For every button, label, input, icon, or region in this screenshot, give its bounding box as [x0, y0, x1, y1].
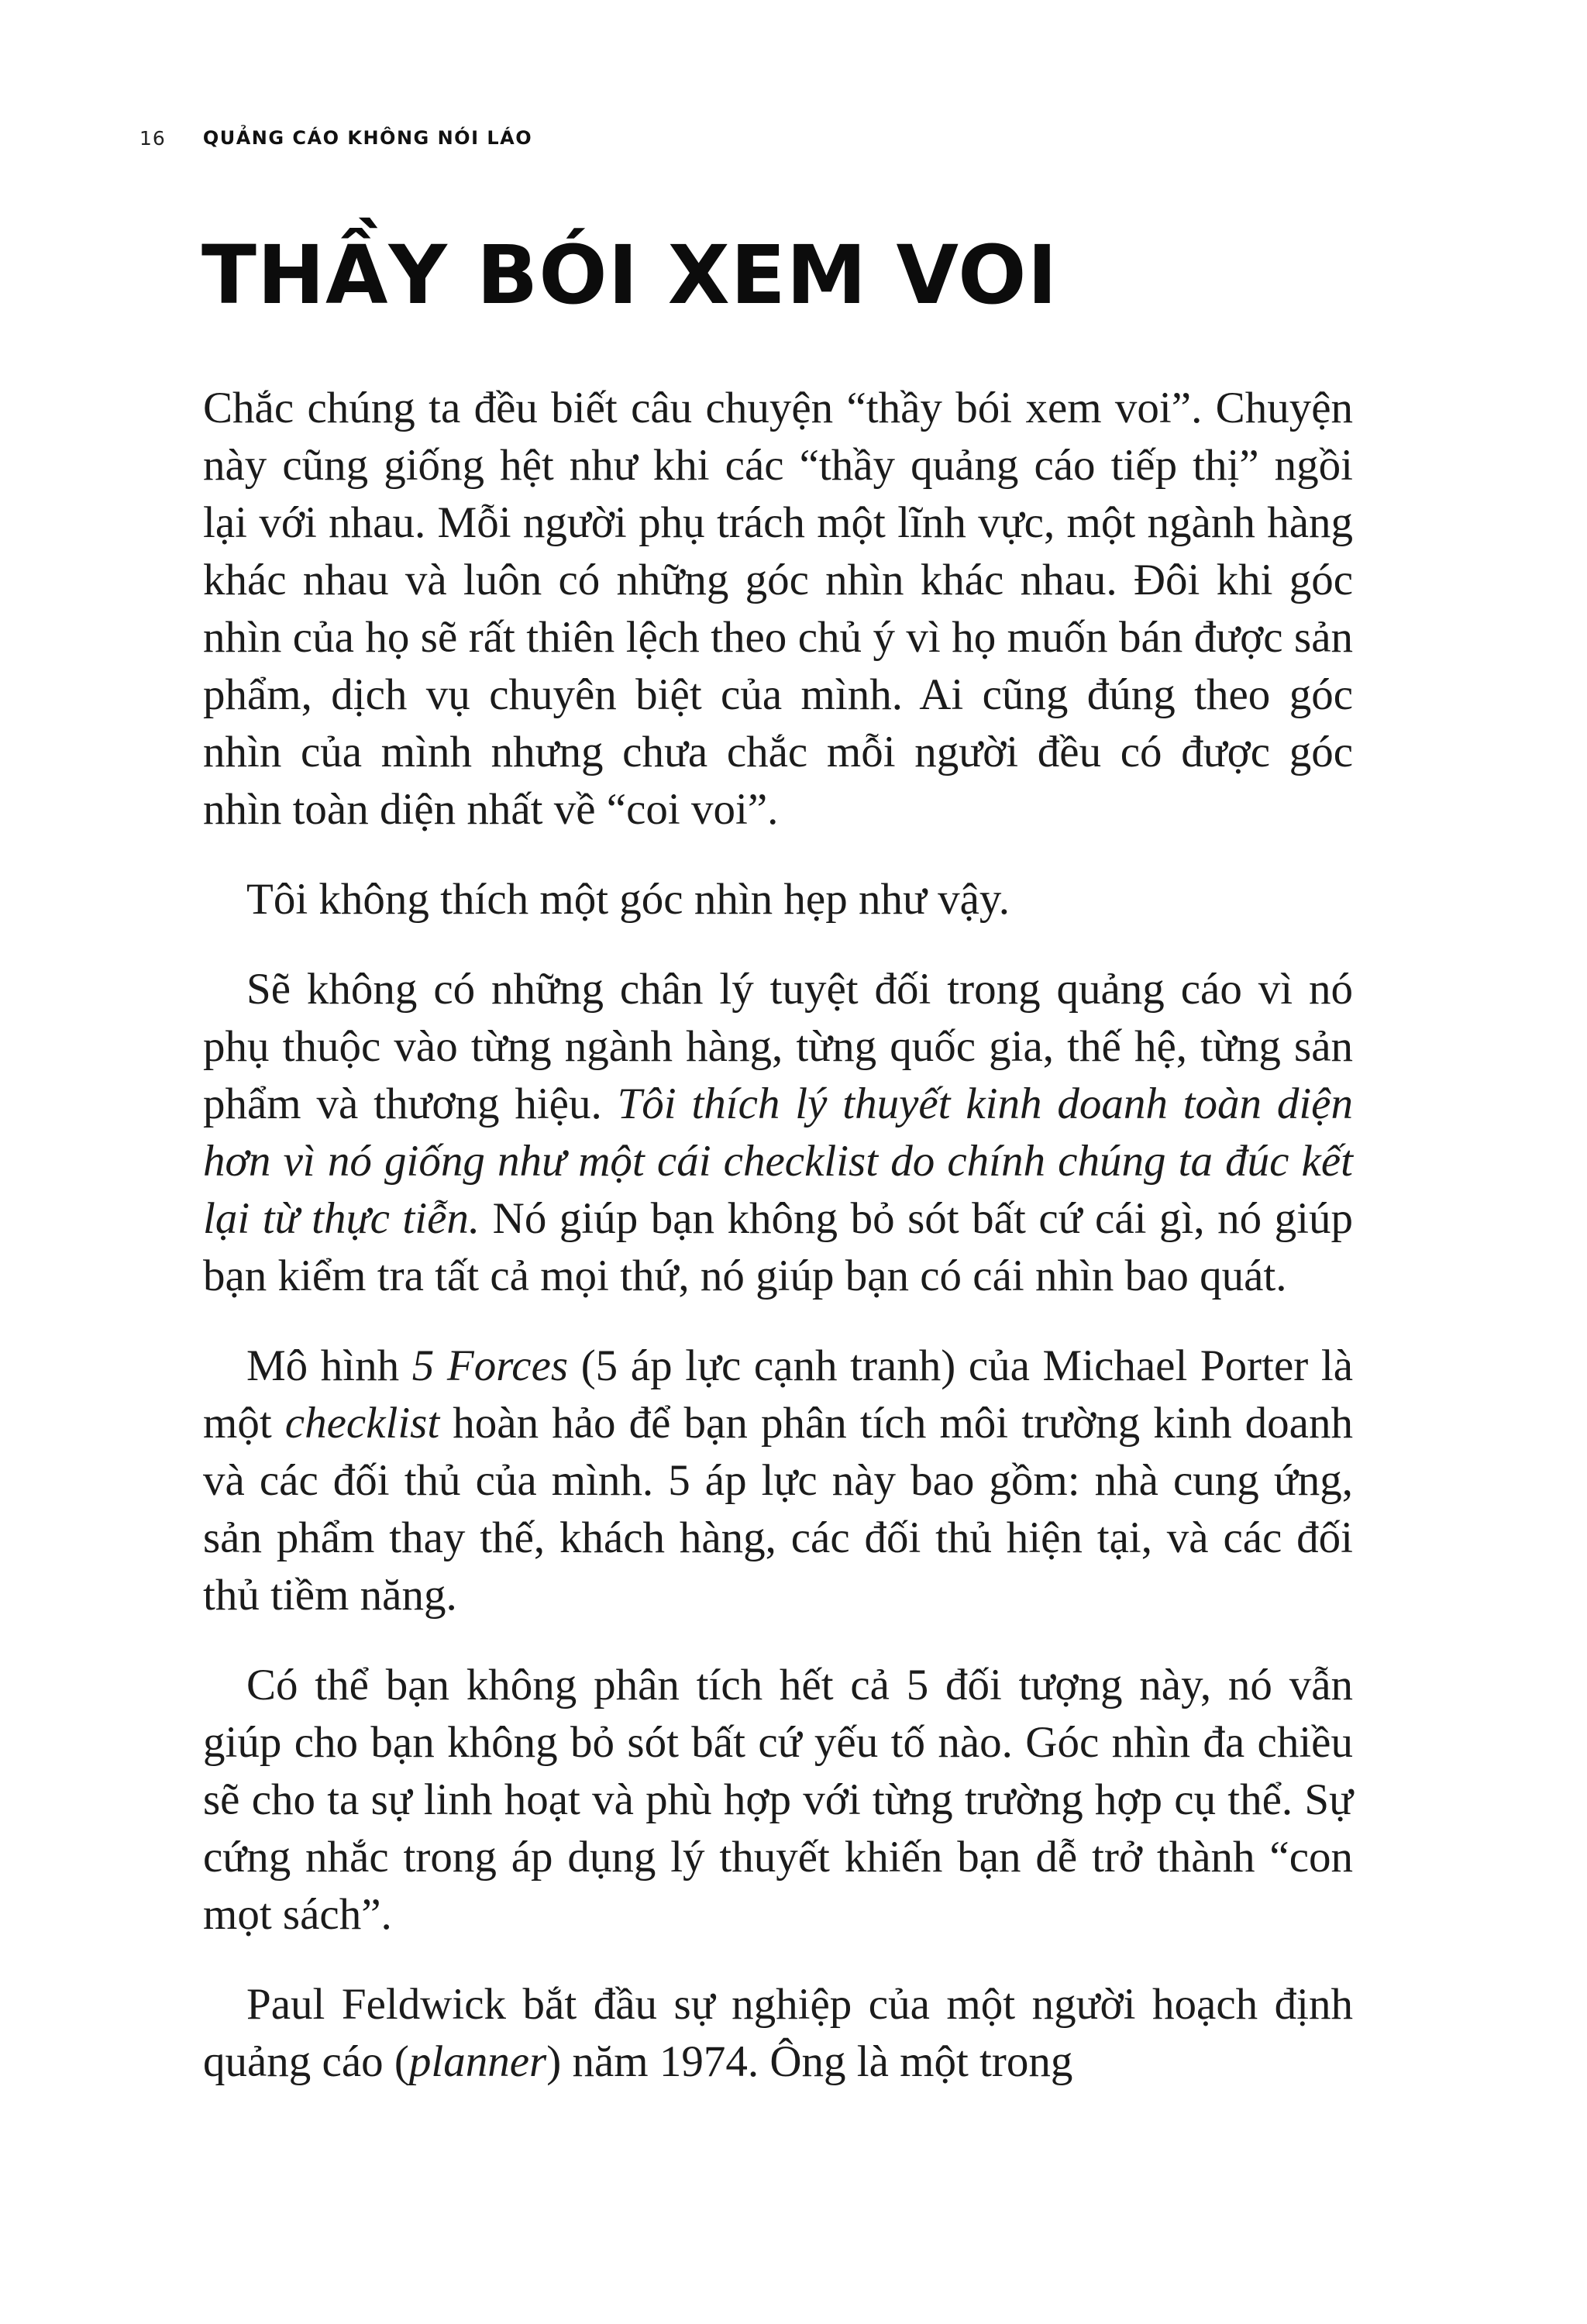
- paragraph-6-text: Paul Feldwick bắt đầu sự nghiệp của một người hoạch định quảng cáo (: [203, 1980, 1353, 2086]
- paragraph-6: [203, 1976, 1353, 2091]
- paragraph-6-text-end: ) năm 1974. Ông là một trong: [546, 2037, 1073, 2086]
- paragraph-3-text: Sẽ không có những chân lý tuyệt đối trong quảng cáo vì nó phụ thuộc vào từng ngành hàng, từng quốc gia, thế hệ, từng sản phẩm và thương hiệu.: [203, 965, 1353, 1128]
- body-text: [203, 380, 1353, 2123]
- paragraph-4-text-mid: (5 áp lực cạnh tranh) của Michael Porter là một: [203, 1341, 1353, 1448]
- paragraph-4-italic-5-forces: 5 Forces: [411, 1341, 569, 1390]
- book-title-running-head: QUẢNG CÁO KHÔNG NÓI LÁO: [202, 127, 533, 149]
- page-number: 16: [139, 126, 166, 150]
- paragraph-4-text-end: hoàn hảo để bạn phân tích môi trường kinh doanh và các đối thủ của mình. 5 áp lực này bao gồm: nhà cung ứng, sản phẩm thay thế, khách hàng, các đối thủ hiện tại, và các đối thủ tiềm năng.: [203, 1399, 1353, 1620]
- paragraph-3-italic: Tôi thích lý thuyết kinh doanh toàn diện hơn vì nó giống như một cái checklist do chính chúng ta đúc kết lại từ thực tiễn.: [203, 1079, 1353, 1243]
- paragraph-1: Chắc chúng ta đều biết câu chuyện “thầy bói xem voi”. Chuyện này cũng giống hệt như khi các “thầy quảng cáo tiếp thị” ngồi lại với nhau. Mỗi người phụ trách một lĩnh vực, một ngành hàng khác nhau và luôn có những góc nhìn khác nhau. Đôi khi góc nhìn của họ sẽ rất thiên lệch theo chủ ý vì họ muốn bán được sản phẩm, dịch vụ chuyên biệt của mình. Ai cũng đúng theo góc nhìn của mình nhưng chưa chắc mỗi người đều có được góc nhìn toàn diện nhất về “coi voi”.: [203, 384, 1353, 834]
- paragraph-4-italic-checklist: checklist: [284, 1399, 440, 1448]
- paragraph-4-text: Mô hình: [246, 1341, 412, 1390]
- paragraph-4: [203, 1338, 1353, 1624]
- running-header: [139, 122, 532, 153]
- paragraph-6-italic-planner: planner: [408, 2037, 547, 2086]
- paragraph-5: Có thể bạn không phân tích hết cả 5 đối tượng này, nó vẫn giúp cho bạn không bỏ sót bất cứ yếu tố nào. Góc nhìn đa chiều sẽ cho ta sự linh hoạt và phù hợp với từng trường hợp cụ thể. Sự cứng nhắc trong áp dụng lý thuyết khiến bạn dễ trở thành “con mọt sách”.: [203, 1661, 1353, 1939]
- chapter-title: THẦY BÓI XEM VOI: [201, 228, 1059, 322]
- paragraph-3: [203, 961, 1353, 1305]
- paragraph-3-text-end: Nó giúp bạn không bỏ sót bất cứ cái gì, nó giúp bạn kiểm tra tất cả mọi thứ, nó giúp bạn có cái nhìn bao quát.: [203, 1194, 1353, 1300]
- paragraph-2: Tôi không thích một góc nhìn hẹp như vậy.: [246, 875, 1010, 924]
